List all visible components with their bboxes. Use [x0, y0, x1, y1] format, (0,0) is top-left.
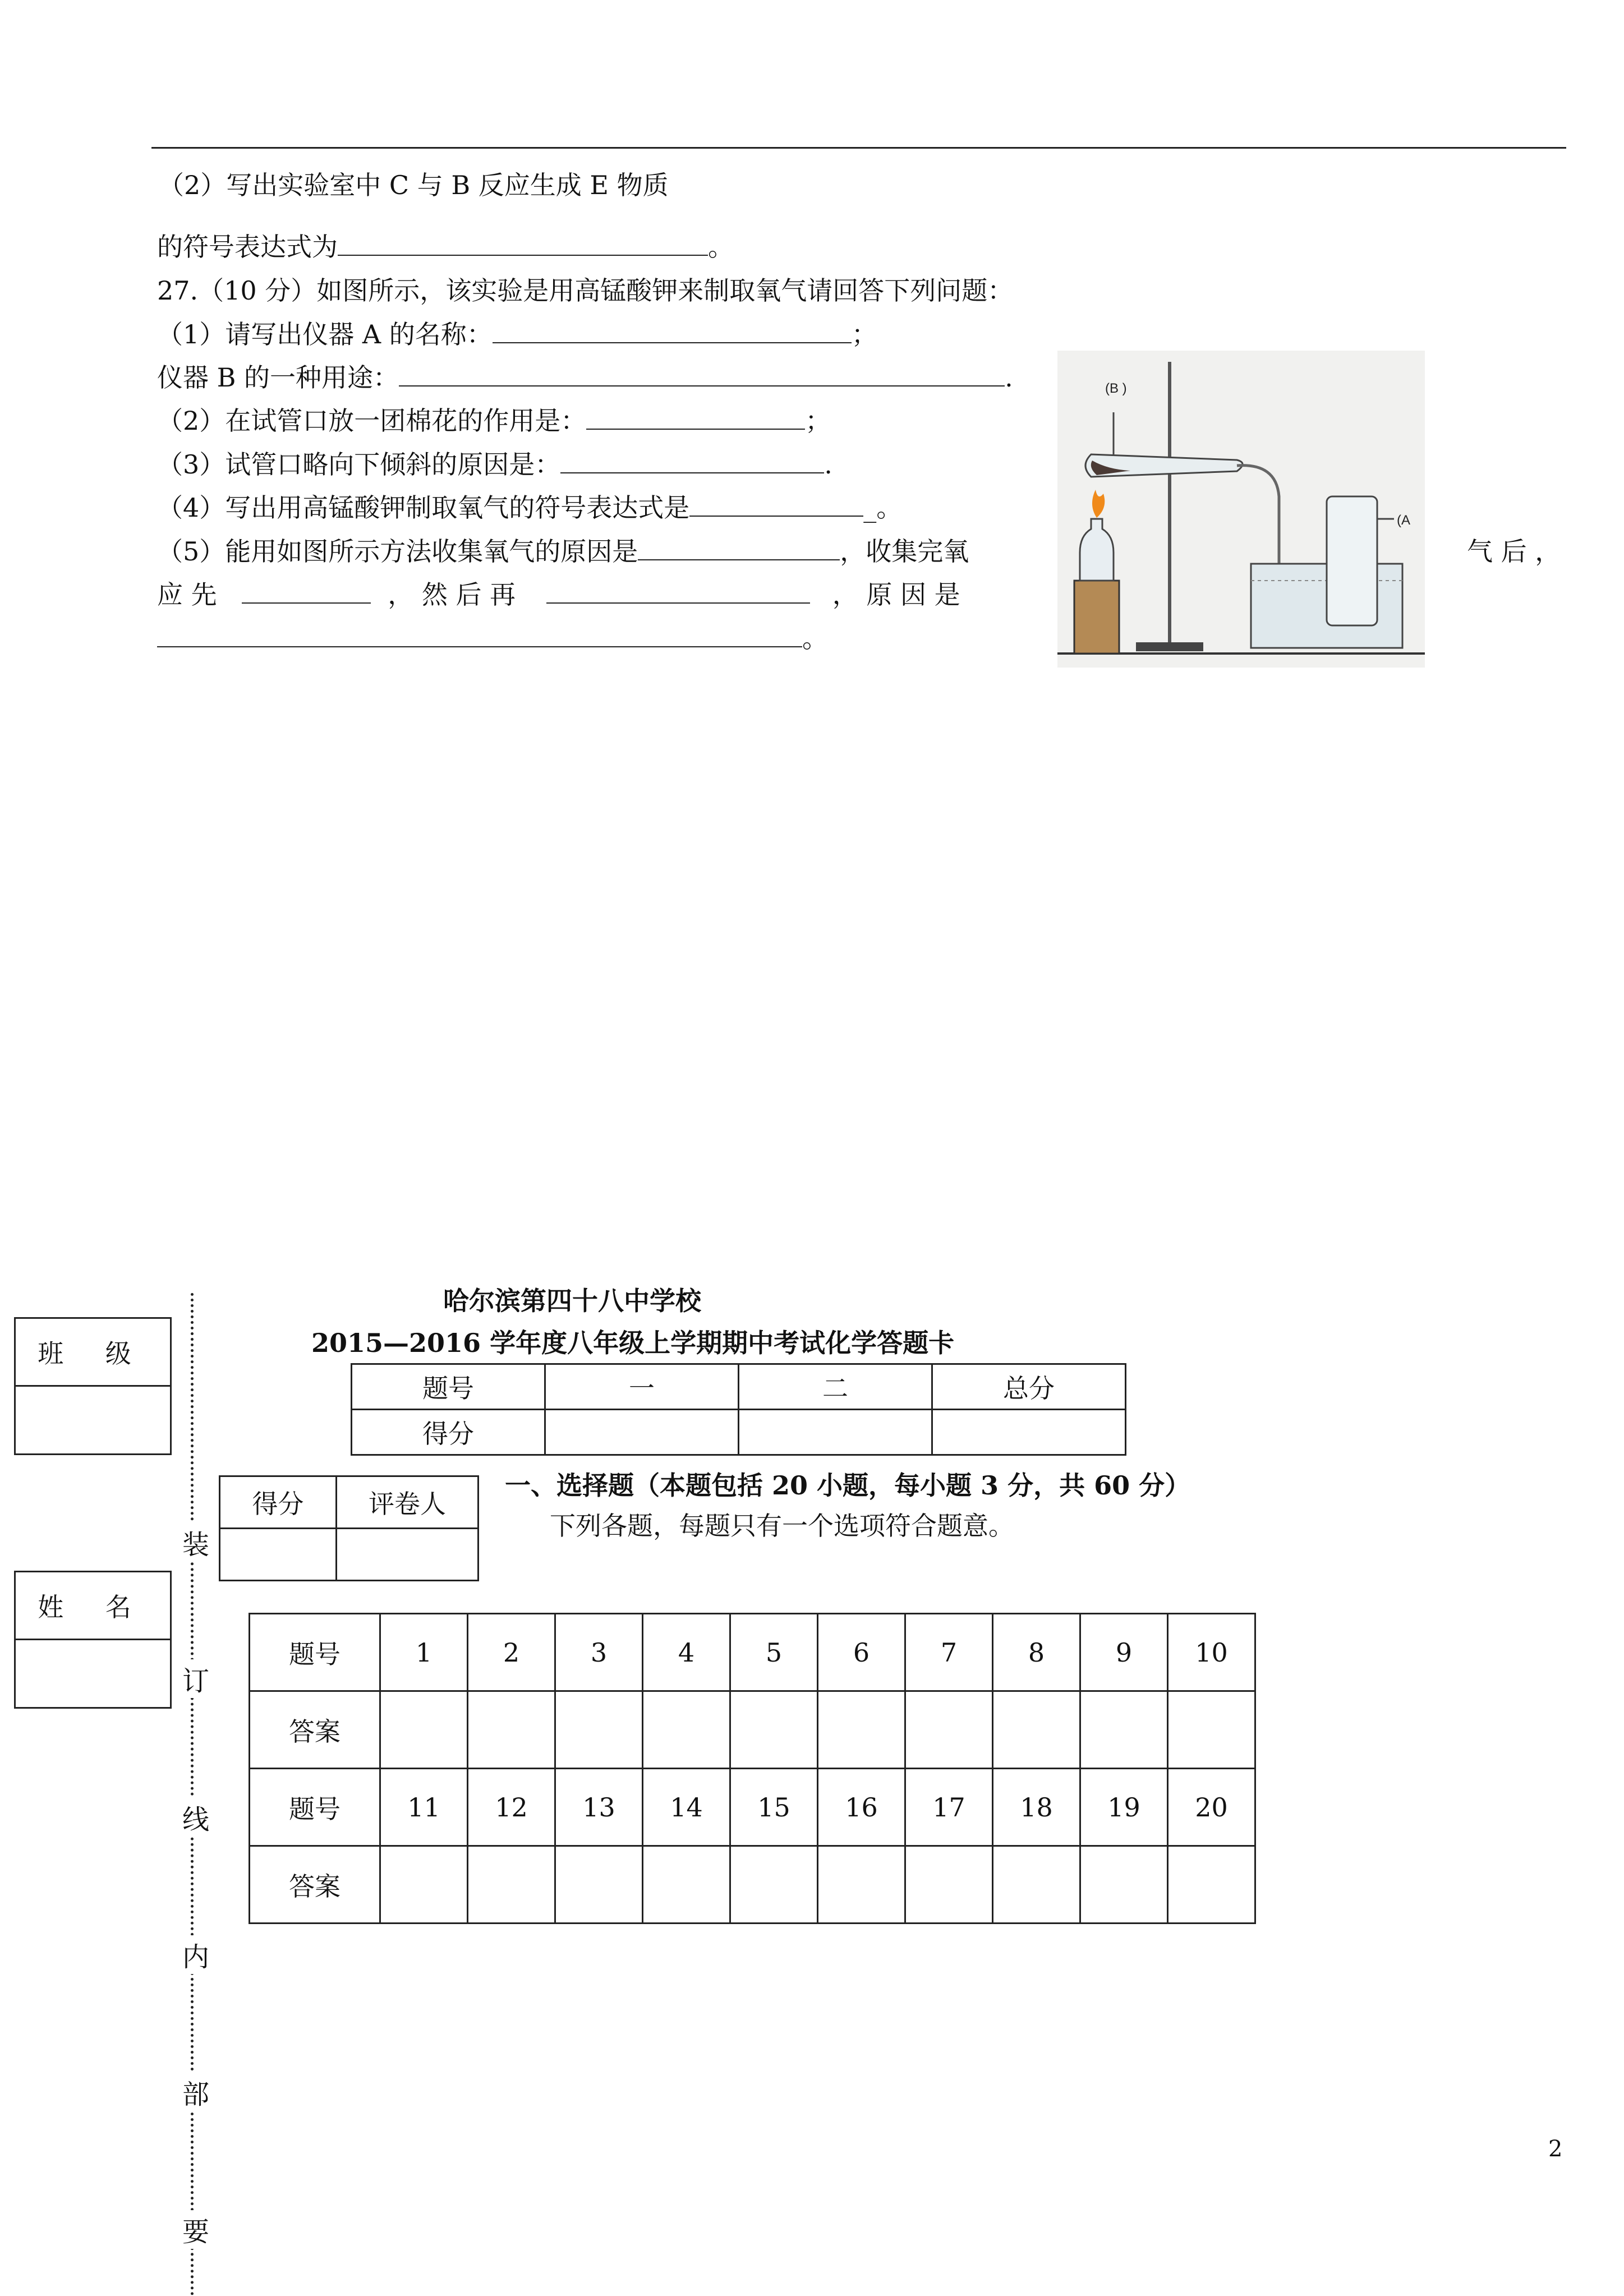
name-box: [14, 1571, 172, 1709]
grader-name-cell[interactable]: [337, 1529, 479, 1581]
table-row: [220, 1529, 479, 1581]
answer-cell[interactable]: [730, 1846, 818, 1924]
q27-part3: （3）试管口略向下倾斜的原因是： .: [157, 448, 832, 481]
q27-part1-a: （1）请写出仪器 A 的名称： ；: [157, 318, 877, 351]
answer-cell[interactable]: [1168, 1691, 1255, 1769]
oxygen-apparatus-figure: [1057, 351, 1425, 668]
score-cell[interactable]: [932, 1410, 1126, 1455]
answer-blank[interactable]: [638, 535, 840, 560]
section1-title: 一、选择题（本题包括 20 小题，每小题 3 分，共 60 分）: [505, 1470, 1191, 1501]
binding-char: 装: [182, 1523, 209, 1562]
answer-blank[interactable]: [546, 578, 810, 604]
q27-part5-line2: 应 先 ， 然 后 再 ， 原 因 是: [157, 578, 960, 611]
name-field[interactable]: [16, 1640, 170, 1706]
q26-part2-line1: （2）写出实验室中 C 与 B 反应生成 E 物质: [158, 170, 669, 200]
binding-char: 要: [182, 2210, 209, 2249]
q27-part5-line3: 。: [157, 622, 828, 655]
class-box: [14, 1317, 172, 1455]
q27-part5-line1: （5）能用如图所示方法收集氧气的原因是 ，收集完氧: [157, 535, 969, 568]
figure-label-a: (A: [1397, 513, 1410, 528]
binding-dotted-line: [191, 1293, 194, 2296]
apparatus-drawing: [1057, 351, 1425, 668]
class-label: 班 级: [16, 1319, 170, 1387]
answer-cell[interactable]: [555, 1846, 643, 1924]
header-rule: [151, 147, 1566, 149]
answer-cell[interactable]: [643, 1691, 730, 1769]
binding-char: 订: [182, 1659, 209, 1698]
q27-part2: （2）在试管口放一团棉花的作用是： ；: [157, 404, 831, 438]
answer-cell[interactable]: [818, 1691, 905, 1769]
answer-cell[interactable]: [905, 1691, 993, 1769]
table-row: 题号 一 二 总分: [352, 1364, 1126, 1410]
section1-desc: 下列各题，每题只有一个选项符合题意。: [550, 1511, 1014, 1541]
answer-blank[interactable]: [586, 404, 805, 430]
answer-blank[interactable]: [689, 491, 863, 517]
answer-cell[interactable]: [1168, 1846, 1255, 1924]
answer-cell[interactable]: [555, 1691, 643, 1769]
page-number: 2: [1548, 2136, 1563, 2162]
answer-blank[interactable]: [157, 622, 802, 647]
answer-cell[interactable]: [380, 1691, 468, 1769]
answer-cell[interactable]: [1080, 1691, 1168, 1769]
table-row: 题号 1 2 3 4 5 6 7 8 9 10: [250, 1614, 1255, 1691]
answer-cell[interactable]: [1080, 1846, 1168, 1924]
school-name: 哈尔滨第四十八中学校: [443, 1286, 701, 1316]
q27-part4: （4）写出用高锰酸钾制取氧气的符号表达式是 _。: [157, 491, 902, 524]
q27-header: 27.（10 分）如图所示，该实验是用高锰酸钾来制取氧气请回答下列问题：: [157, 275, 1014, 306]
answer-blank[interactable]: [399, 361, 1005, 386]
score-table: [351, 1363, 1126, 1456]
binding-char: 部: [182, 2073, 209, 2111]
grader-score-cell[interactable]: [220, 1529, 337, 1581]
class-field[interactable]: [16, 1387, 170, 1453]
grader-table: [219, 1475, 479, 1581]
answer-blank[interactable]: [338, 230, 708, 256]
binding-char: 内: [182, 1935, 209, 1974]
answer-card-title: 2015—2016 学年度八年级上学期期中考试化学答题卡: [311, 1328, 955, 1358]
figure-label-b: (B ): [1105, 381, 1127, 396]
score-cell[interactable]: [739, 1410, 932, 1455]
q27-part1-b: 仪器 B 的一种用途： .: [157, 361, 1013, 394]
answer-cell[interactable]: [905, 1846, 993, 1924]
q26-part2-line2: 的符号表达式为 。: [157, 230, 734, 264]
answer-cell[interactable]: [818, 1846, 905, 1924]
table-row: 答案: [250, 1691, 1255, 1769]
table-row: 得分: [352, 1410, 1126, 1455]
answer-cell[interactable]: [380, 1846, 468, 1924]
answer-blank[interactable]: [560, 448, 824, 473]
score-cell[interactable]: [545, 1410, 739, 1455]
answer-cell[interactable]: [993, 1691, 1080, 1769]
answer-blank[interactable]: [242, 578, 371, 604]
answer-blank[interactable]: [493, 318, 852, 343]
binding-char: 线: [182, 1798, 209, 1837]
answer-cell[interactable]: [993, 1846, 1080, 1924]
answer-cell[interactable]: [468, 1846, 555, 1924]
table-row: 得分 评卷人: [220, 1476, 479, 1529]
answer-cell[interactable]: [643, 1846, 730, 1924]
answer-cell[interactable]: [730, 1691, 818, 1769]
table-row: 答案: [250, 1846, 1255, 1924]
answer-cell[interactable]: [468, 1691, 555, 1769]
table-row: 题号 11 12 13 14 15 16 17 18 19 20: [250, 1769, 1255, 1846]
name-label: 姓 名: [16, 1572, 170, 1640]
q27-part5-right: 气 后 ，: [1467, 536, 1561, 567]
answer-grid: [249, 1613, 1256, 1924]
